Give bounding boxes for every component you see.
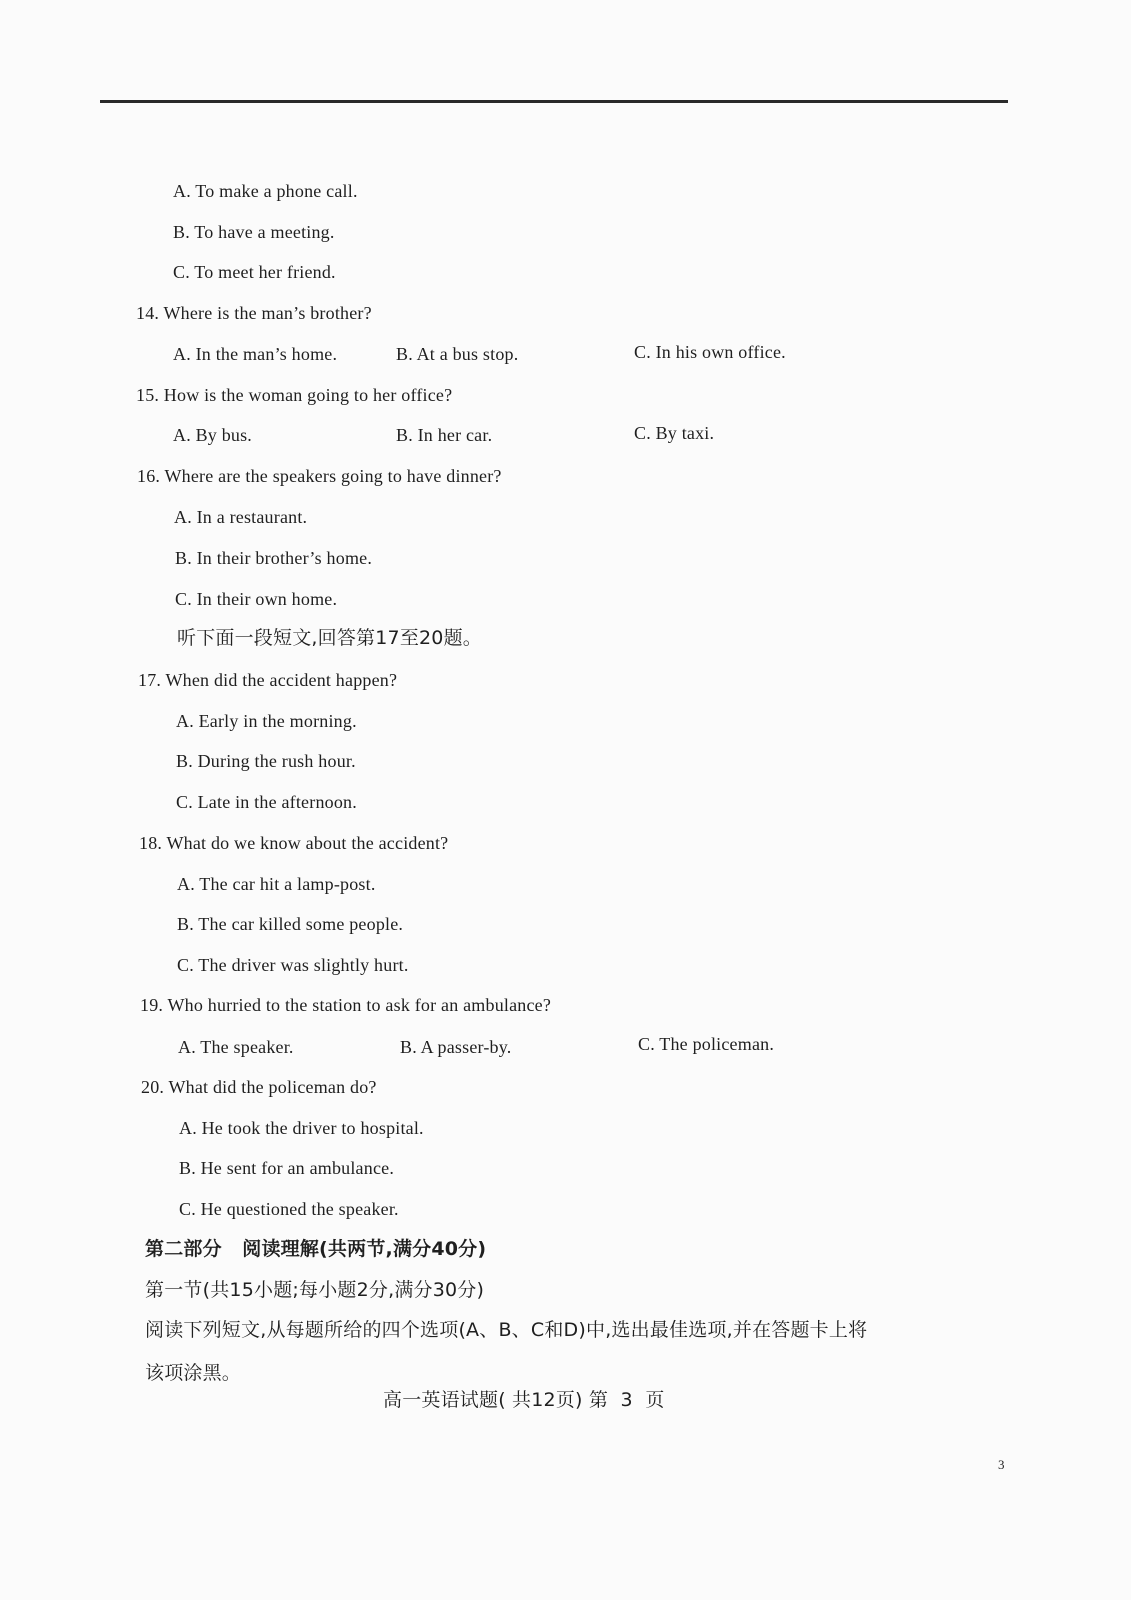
- q20-option-a: A. He took the driver to hospital.: [179, 1118, 424, 1138]
- q16-option-b: B. In their brother’s home.: [175, 548, 373, 568]
- q16-question: 16. Where are the speakers going to have dinner?: [137, 466, 502, 486]
- q14-option-b: B. At a bus stop.: [396, 344, 519, 364]
- q16-option-c: C. In their own home.: [175, 589, 338, 609]
- q19-option-b: B. A passer-by.: [400, 1037, 512, 1057]
- q17-option-c: C. Late in the afternoon.: [176, 792, 357, 812]
- q15-option-a: A. By bus.: [173, 425, 253, 445]
- q15-option-b: B. In her car.: [396, 425, 493, 445]
- q20-option-b: B. He sent for an ambulance.: [179, 1158, 395, 1178]
- page-number: 3: [998, 1457, 1005, 1472]
- part2-directions-line1: 阅读下列短文,从每题所给的四个选项(A、B、C和D)中,选出最佳选项,并在答题卡上将: [145, 1319, 868, 1341]
- q14-question: 14. Where is the man’s brother?: [136, 303, 372, 323]
- q13-option-b: B. To have a meeting.: [173, 222, 335, 242]
- q14-option-c: C. In his own office.: [634, 342, 786, 362]
- q20-option-c: C. He questioned the speaker.: [179, 1199, 399, 1219]
- q17-question: 17. When did the accident happen?: [138, 670, 398, 690]
- q14-option-a: A. In the man’s home.: [173, 344, 338, 364]
- q17-option-b: B. During the rush hour.: [176, 751, 356, 771]
- q13-option-a: A. To make a phone call.: [173, 181, 358, 201]
- q15-question: 15. How is the woman going to her office?: [136, 385, 453, 405]
- q18-question: 18. What do we know about the accident?: [139, 833, 449, 853]
- q18-option-b: B. The car killed some people.: [177, 914, 404, 934]
- q19-question: 19. Who hurried to the station to ask for an ambulance?: [140, 995, 552, 1015]
- part2-directions-line2: 该项涂黑。: [145, 1362, 242, 1384]
- part2-section1: 第一节(共15小题;每小题2分,满分30分): [145, 1279, 485, 1301]
- q18-option-a: A. The car hit a lamp-post.: [177, 874, 376, 894]
- q18-option-c: C. The driver was slightly hurt.: [177, 955, 409, 975]
- q17-option-a: A. Early in the morning.: [176, 711, 357, 731]
- part2-heading: 第二部分 阅读理解(共两节,满分40分): [145, 1238, 487, 1260]
- q15-option-c: C. By taxi.: [634, 423, 715, 443]
- q19-option-a: A. The speaker.: [178, 1037, 294, 1057]
- q19-option-c: C. The policeman.: [638, 1034, 775, 1054]
- q13-option-c: C. To meet her friend.: [173, 262, 336, 282]
- page-footer: 高一英语试题( 共12页) 第 3 页: [383, 1389, 665, 1411]
- top-rule: [100, 100, 1008, 103]
- q16-option-a: A. In a restaurant.: [174, 507, 308, 527]
- listening-instruction: 听下面一段短文,回答第17至20题。: [177, 627, 482, 649]
- q20-question: 20. What did the policeman do?: [141, 1077, 377, 1097]
